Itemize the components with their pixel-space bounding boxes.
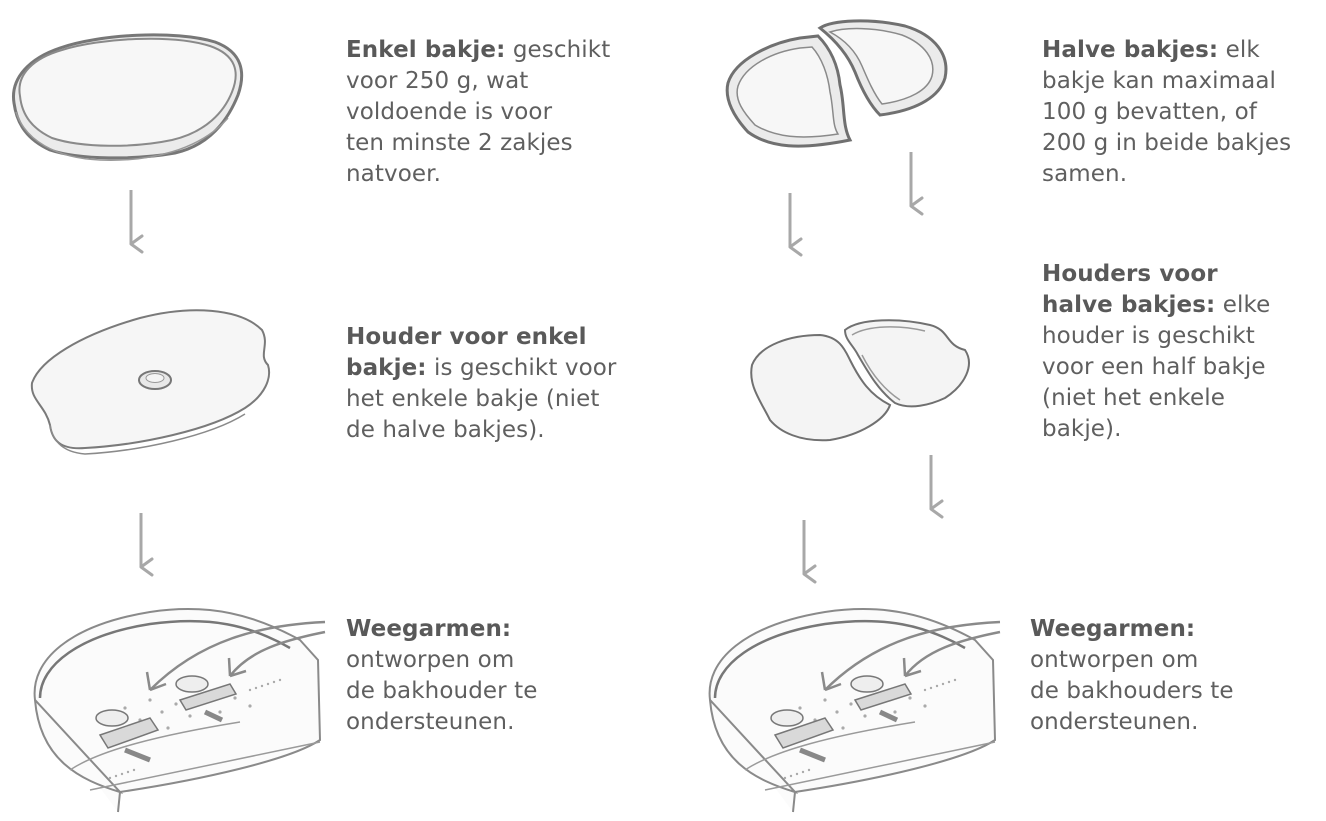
weigh-arms-title-left: Weegarmen: xyxy=(346,616,512,642)
weigh-arms-title-right: Weegarmen: xyxy=(1030,616,1196,642)
weigh-arms-image-right xyxy=(710,609,1000,812)
caption-line: is geschikt voor xyxy=(433,355,617,381)
half-holders-caption xyxy=(1042,259,1270,445)
caption-line: ondersteunen. xyxy=(346,709,515,735)
half-holders-title-line-2: halve bakjes: xyxy=(1042,292,1216,318)
single-bowl-caption xyxy=(346,35,610,190)
caption-line: ontworpen om xyxy=(1030,647,1199,673)
weigh-arms-caption-left xyxy=(346,614,538,738)
caption-line: de halve bakjes). xyxy=(346,417,545,443)
caption-line: (niet het enkele xyxy=(1042,385,1225,411)
single-holder-title-line-2: bakje: xyxy=(346,355,427,381)
half-holders-title-line-1: Houders voor xyxy=(1042,261,1218,287)
half-bowls-title: Halve bakjes: xyxy=(1042,37,1219,63)
caption-line: samen. xyxy=(1042,161,1128,187)
caption-line: voldoende is voor xyxy=(346,99,553,125)
weigh-arms-image-left xyxy=(35,609,325,812)
caption-line: 200 g in beide bakjes xyxy=(1042,130,1292,156)
caption-line: bakje kan maximaal xyxy=(1042,68,1277,94)
caption-line: de bakhouder te xyxy=(346,678,538,704)
half-bowls-caption xyxy=(1042,35,1291,190)
caption-line: bakje). xyxy=(1042,416,1122,442)
caption-line: het enkele bakje (niet xyxy=(346,386,600,412)
weigh-arms-caption-right xyxy=(1030,614,1234,738)
caption-line: de bakhouders te xyxy=(1030,678,1234,704)
caption-line: elke xyxy=(1222,292,1271,318)
half-bowls-image xyxy=(727,21,946,146)
caption-line: 100 g bevatten, of xyxy=(1042,99,1257,125)
caption-line: natvoer. xyxy=(346,161,441,187)
single-bowl-image xyxy=(13,35,241,160)
single-bowl-title: Enkel bakje: xyxy=(346,37,506,63)
caption-line: elk xyxy=(1225,37,1260,63)
caption-line: ontworpen om xyxy=(346,647,515,673)
caption-line: geschikt xyxy=(512,37,611,63)
caption-line: voor 250 g, wat xyxy=(346,68,529,94)
caption-line: houder is geschikt xyxy=(1042,323,1255,349)
single-holder-image xyxy=(32,310,269,454)
single-holder-caption xyxy=(346,322,616,446)
half-holders-image xyxy=(751,320,969,440)
single-holder-title-line-1: Houder voor enkel xyxy=(346,324,587,350)
caption-line: ondersteunen. xyxy=(1030,709,1199,735)
caption-line: voor een half bakje xyxy=(1042,354,1266,380)
caption-line: ten minste 2 zakjes xyxy=(346,130,573,156)
